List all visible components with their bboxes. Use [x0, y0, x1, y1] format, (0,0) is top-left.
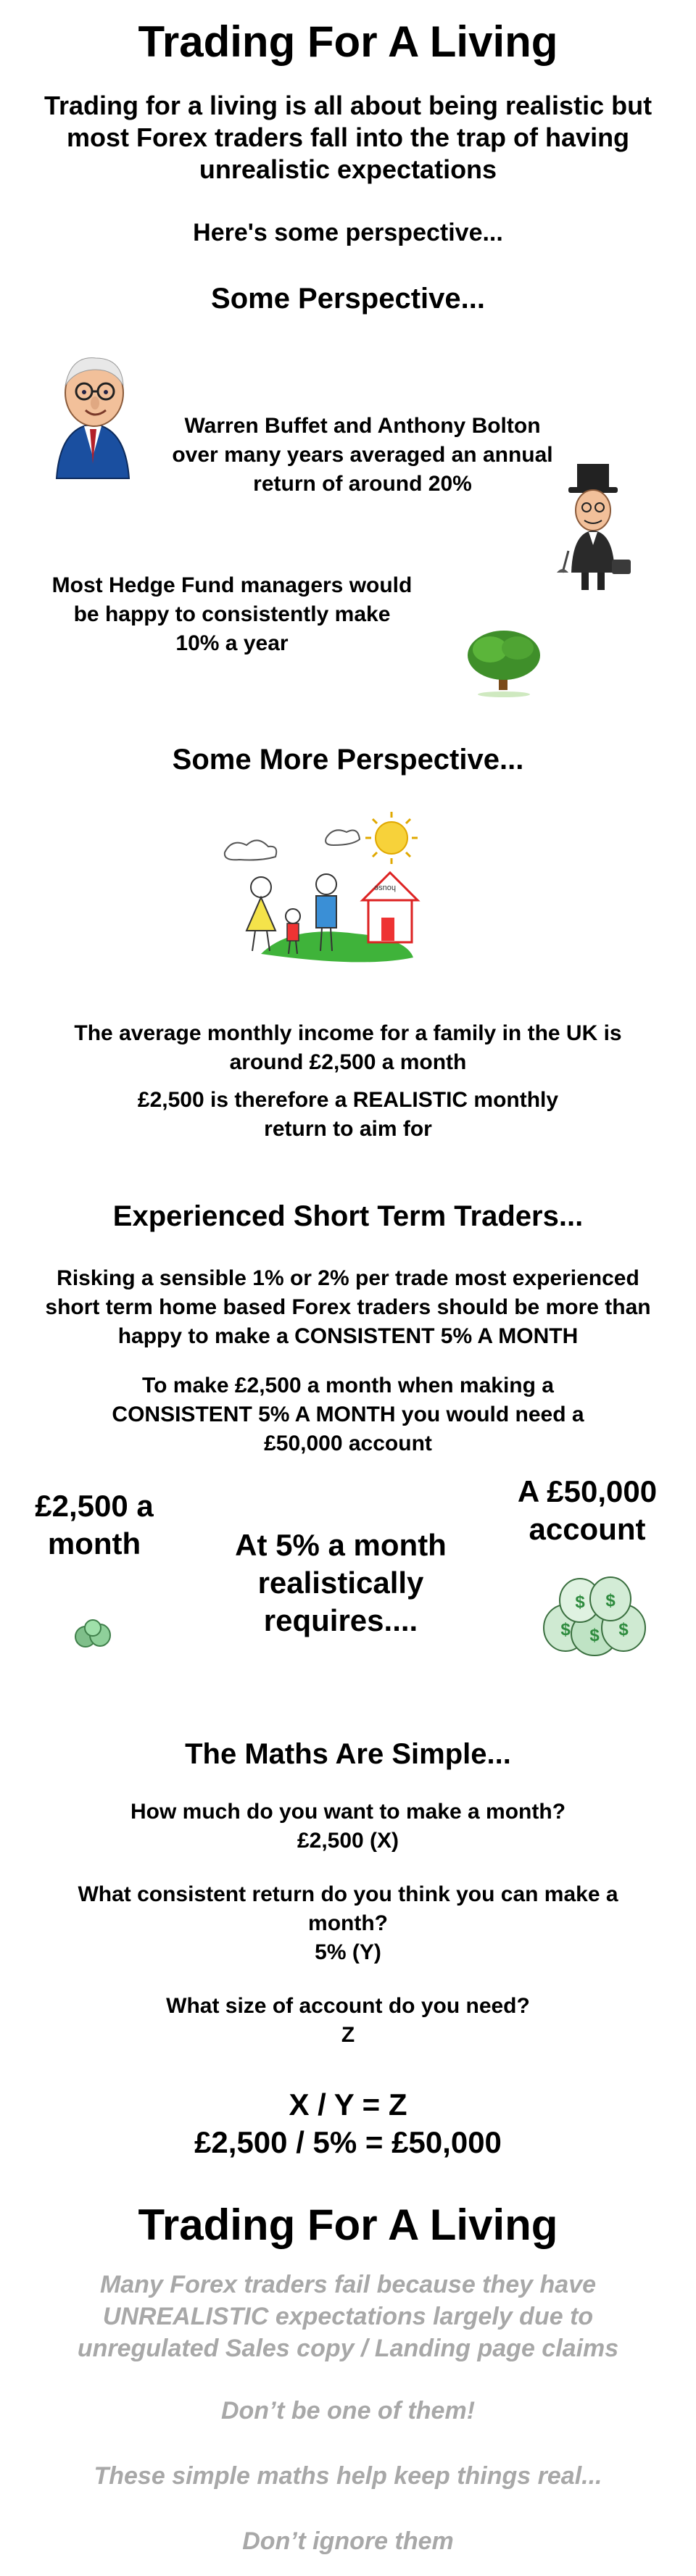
buffett-text: Warren Buffet and Anthony Bolton over many years averaged an annual return of around 20%	[172, 414, 553, 496]
family-house-drawing	[218, 809, 450, 976]
footer-fail-text: Many Forex traders fail because they have UNREALISTIC expectations largely due to unregulated Sales copy / Landing page claims	[77, 2271, 619, 2362]
footer-simple-maths: These simple maths help keep things real...	[94, 2462, 602, 2490]
top-hat-businessman-illustration	[552, 464, 632, 594]
maths-answer-1: £2,500 (X)	[297, 1829, 399, 1853]
middle-label: At 5% a month realistically requires....	[235, 1528, 447, 1637]
money-symbol: $	[618, 1620, 629, 1640]
section-heading-more-perspective: Some More Perspective...	[172, 744, 524, 776]
small-money-bags-icon	[71, 1613, 115, 1650]
footer-title: Trading For A Living	[138, 2201, 558, 2249]
income-text: The average monthly income for a family in the UK is around £2,500 a month	[74, 1021, 622, 1074]
money-symbol: $	[605, 1591, 616, 1611]
money-tree-illustration	[464, 623, 544, 696]
maths-formula: X / Y = Z	[289, 2087, 407, 2122]
footer-dont-ignore: Don’t ignore them	[242, 2527, 454, 2555]
house-sign: ǝsnoɥ	[374, 884, 396, 892]
maths-result: £2,500 / 5% = £50,000	[194, 2125, 502, 2159]
section-heading-short-term: Experienced Short Term Traders...	[112, 1200, 584, 1232]
money-bags-pile-icon	[536, 1566, 652, 1660]
money-symbol: $	[589, 1626, 600, 1645]
footer-dont-be: Don’t be one of them!	[220, 2397, 476, 2425]
money-symbol: $	[575, 1592, 585, 1612]
maths-question-1: How much do you want to make a month?	[130, 1800, 566, 1824]
maths-answer-3: Z	[341, 2023, 355, 2047]
maths-answer-2: 5% (Y)	[315, 1940, 381, 1964]
maths-question-2: What consistent return do you think you can make a month?	[78, 1882, 618, 1935]
investor-caricature-illustration	[42, 348, 144, 478]
hedge-fund-text: Most Hedge Fund managers would be happy to consistently make 10% a year	[51, 573, 413, 655]
right-label: A £50,000 account	[517, 1474, 658, 1546]
money-symbol: $	[560, 1620, 571, 1640]
realistic-text: £2,500 is therefore a REALISTIC monthly return to aim for	[137, 1088, 559, 1141]
page-title: Trading For A Living	[138, 17, 558, 66]
account-text: To make £2,500 a month when making a CONSISTENT 5% A MONTH you would need a £50,000 account	[112, 1374, 584, 1455]
left-label: £2,500 a month	[35, 1489, 154, 1561]
section-heading-maths: The Maths Are Simple...	[185, 1738, 511, 1770]
perspective-line: Here's some perspective...	[193, 219, 503, 246]
section-heading-some-perspective: Some Perspective...	[211, 283, 485, 315]
maths-question-3: What size of account do you need?	[166, 1994, 530, 2018]
intro-text: Trading for a living is all about being realistic but most Forex traders fall into the trap of having unrealistic expectations	[44, 91, 652, 184]
risk-text: Risking a sensible 1% or 2% per trade most experienced short term home based Forex traders should be more than happy to make a CONSISTENT 5% A MONTH	[45, 1266, 651, 1348]
